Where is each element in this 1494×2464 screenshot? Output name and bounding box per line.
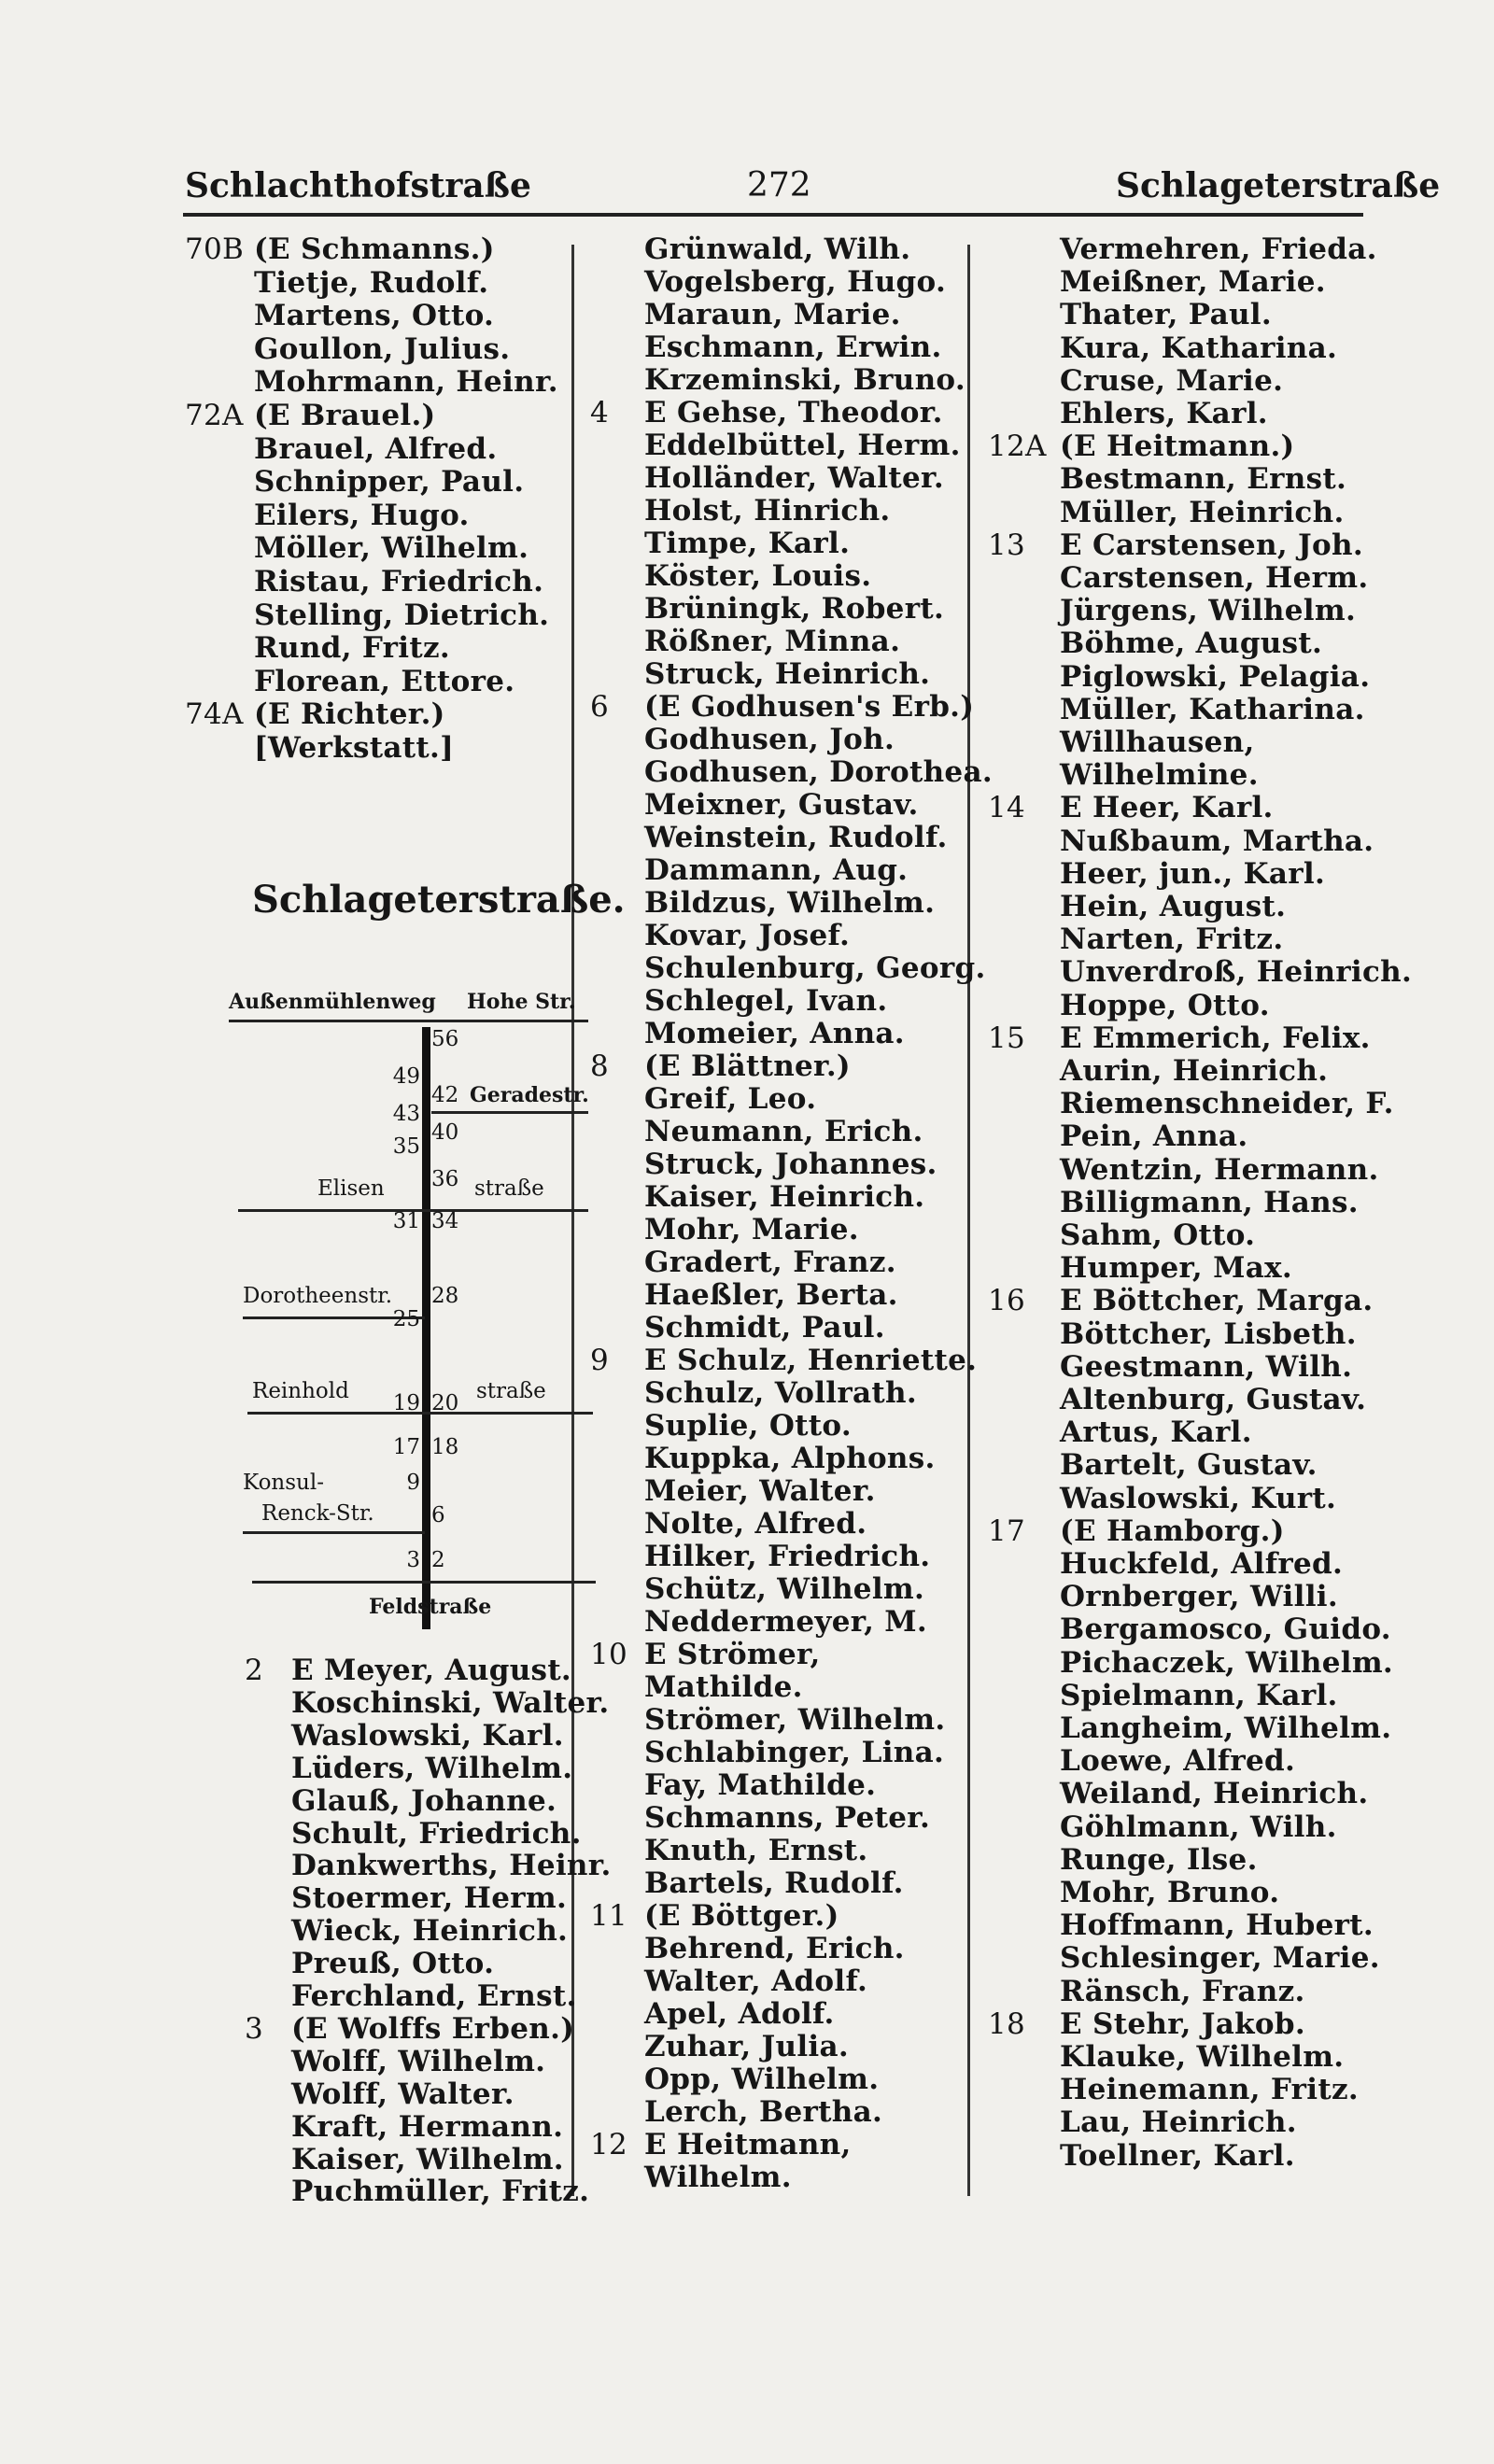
resident-entry: Toellner, Karl. (1060, 2138, 1295, 2173)
resident-entry: Billigmann, Hans. (1060, 1185, 1359, 1219)
house-number: 16 (988, 1284, 1026, 1318)
house-number: 12A (988, 429, 1047, 464)
map-label-hohe-str: Hohe Str. (467, 990, 576, 1014)
map-label-reinhold-strasse: straße (476, 1379, 546, 1403)
resident-entry: Thater, Paul. (1060, 298, 1272, 332)
map-line-konsul-renck-str (243, 1531, 425, 1534)
resident-entry: Bestmann, Ernst. (1060, 462, 1347, 497)
resident-entry: Ornberger, Willi. (1060, 1580, 1338, 1614)
resident-entry: Böhme, August. (1060, 627, 1323, 661)
map-label-renck-str: Renck-Str. (261, 1501, 374, 1526)
resident-entry: (E Wolffs Erben.) (291, 2011, 575, 2046)
map-number-right: 42 (431, 1083, 459, 1107)
resident-entry: E Carstensen, Joh. (1060, 528, 1363, 562)
house-number: 9 (590, 1344, 610, 1377)
resident-entry: Brüningk, Robert. (644, 592, 945, 626)
map-number-left: 31 (392, 1209, 420, 1233)
resident-entry: Wolff, Walter. (291, 2077, 514, 2111)
resident-entry: Godhusen, Joh. (644, 723, 895, 756)
map-label-dorotheenstr: Dorotheenstr. (243, 1284, 393, 1308)
resident-entry: Rößner, Minna. (644, 625, 901, 658)
resident-entry: (E Schmanns.) (254, 232, 495, 266)
resident-entry: Gradert, Franz. (644, 1246, 896, 1279)
house-number: 3 (245, 2011, 264, 2046)
resident-entry: Kovar, Josef. (644, 919, 851, 952)
resident-entry: Schlabinger, Lina. (644, 1736, 945, 1769)
resident-entry: Holländer, Walter. (644, 461, 944, 495)
resident-entry: Momeier, Anna. (644, 1017, 905, 1050)
resident-entry: Möller, Wilhelm. (254, 531, 529, 566)
map-number-left: 43 (392, 1102, 420, 1126)
resident-entry: Schult, Friedrich. (291, 1816, 582, 1851)
house-number: 2 (245, 1654, 264, 1687)
resident-entry: Kura, Katharina. (1060, 331, 1338, 365)
map-main-street (422, 1027, 430, 1629)
resident-entry: Eilers, Hugo. (254, 498, 470, 532)
resident-entry: E Heitmann, (644, 2128, 852, 2161)
resident-entry: Grünwald, Wilh. (644, 232, 911, 266)
house-number: 10 (590, 1638, 628, 1671)
resident-entry: Eschmann, Erwin. (644, 331, 942, 364)
map-label-feldstrasse: Feldstraße (369, 1595, 492, 1619)
resident-entry: Huckfeld, Alfred. (1060, 1547, 1344, 1581)
resident-entry: Opp, Wilhelm. (644, 2063, 880, 2096)
resident-entry: Ehlers, Karl. (1060, 397, 1268, 430)
resident-entry: Meißner, Marie. (1060, 265, 1326, 300)
map-number-right: 20 (431, 1391, 459, 1415)
resident-entry: Lerch, Bertha. (644, 2095, 883, 2129)
house-number: 17 (988, 1514, 1026, 1548)
resident-entry: Schmanns, Peter. (644, 1801, 931, 1835)
resident-entry: Schulz, Vollrath. (644, 1376, 917, 1410)
resident-entry: (E Heitmann.) (1060, 429, 1295, 464)
resident-entry: Göhlmann, Wilh. (1060, 1809, 1337, 1844)
map-number-left: 25 (392, 1307, 420, 1331)
map-label-konsul: Konsul- (243, 1471, 324, 1495)
resident-entry: Greif, Leo. (644, 1082, 817, 1116)
resident-entry: Glauß, Johanne. (291, 1783, 557, 1818)
resident-entry: Hoffmann, Hubert. (1060, 1908, 1374, 1943)
resident-entry: Knuth, Ernst. (644, 1834, 868, 1867)
resident-entry: Schulenburg, Georg. (644, 951, 986, 985)
resident-entry: Wentzin, Hermann. (1060, 1152, 1379, 1187)
resident-entry: Kaiser, Heinrich. (644, 1180, 925, 1214)
resident-entry: Haeßler, Berta. (644, 1278, 898, 1312)
resident-entry: Godhusen, Dorothea. (644, 755, 993, 789)
page-number: 272 (747, 166, 811, 204)
street-map (224, 980, 610, 1634)
resident-entry: Martens, Otto. (254, 299, 495, 333)
resident-entry: Mohrmann, Heinr. (254, 365, 558, 400)
resident-entry: E Gehse, Theodor. (644, 396, 943, 429)
map-number-right: 40 (431, 1120, 459, 1145)
resident-entry: (E Blättner.) (644, 1049, 851, 1083)
resident-entry: Carstensen, Herm. (1060, 561, 1369, 595)
resident-entry: Tietje, Rudolf. (254, 265, 489, 300)
resident-entry: (E Godhusen's Erb.) (644, 690, 975, 724)
resident-entry: Brauel, Alfred. (254, 431, 498, 466)
resident-entry: Hein, August. (1060, 890, 1287, 923)
resident-entry: Struck, Heinrich. (644, 657, 931, 691)
resident-entry: Bartels, Rudolf. (644, 1866, 904, 1900)
resident-entry: E Heer, Karl. (1060, 791, 1274, 825)
resident-entry: Aurin, Heinrich. (1060, 1054, 1329, 1088)
house-number: 14 (988, 791, 1026, 825)
resident-entry: Vermehren, Frieda. (1060, 232, 1377, 266)
resident-entry: Hilker, Friedrich. (644, 1540, 931, 1573)
resident-entry: Holst, Hinrich. (644, 494, 891, 528)
resident-entry: Runge, Ilse. (1060, 1842, 1258, 1877)
resident-entry: Waslowski, Kurt. (1060, 1481, 1337, 1515)
resident-entry: Ränsch, Franz. (1060, 1974, 1305, 2008)
resident-entry: Walter, Adolf. (644, 1964, 868, 1998)
resident-entry: Klauke, Wilhelm. (1060, 2040, 1345, 2074)
resident-entry: Timpe, Karl. (644, 527, 851, 560)
resident-entry: Heinemann, Fritz. (1060, 2073, 1359, 2107)
resident-entry: Pein, Anna. (1060, 1119, 1248, 1154)
resident-entry: Wolff, Wilhelm. (291, 2044, 546, 2078)
resident-entry: Suplie, Otto. (644, 1409, 852, 1443)
resident-entry: Kraft, Hermann. (291, 2109, 564, 2144)
map-number-right: 2 (431, 1548, 445, 1572)
resident-entry: Piglowski, Pelagia. (1060, 659, 1371, 694)
resident-entry: (E Hamborg.) (1060, 1514, 1285, 1548)
resident-entry: Geestmann, Wilh. (1060, 1349, 1353, 1384)
map-number-right: 18 (431, 1435, 459, 1459)
resident-entry: Willhausen, (1060, 725, 1255, 759)
map-number-right: 28 (431, 1284, 459, 1308)
resident-entry: Weiland, Heinrich. (1060, 1777, 1369, 1811)
resident-entry: Weinstein, Rudolf. (644, 821, 948, 854)
resident-entry: Kuppka, Alphons. (644, 1442, 936, 1475)
resident-entry: Schlesinger, Marie. (1060, 1941, 1380, 1976)
resident-entry: Rund, Fritz. (254, 631, 450, 666)
map-line-feldstrasse (252, 1581, 596, 1584)
resident-entry: Preuß, Otto. (291, 1947, 495, 1981)
resident-entry: Loewe, Alfred. (1060, 1744, 1296, 1779)
map-number-left: 17 (392, 1435, 420, 1459)
resident-entry: (E Brauel.) (254, 399, 436, 432)
resident-entry: E Stehr, Jakob. (1060, 2006, 1305, 2041)
resident-entry: Unverdroß, Heinrich. (1060, 955, 1413, 990)
resident-entry: Krzeminski, Bruno. (644, 363, 965, 397)
house-number: 74A (185, 697, 244, 732)
house-number: 18 (988, 2006, 1026, 2041)
resident-entry: Cruse, Marie. (1060, 363, 1284, 398)
resident-entry: [Werkstatt.] (254, 731, 455, 765)
resident-entry: E Emmerich, Felix. (1060, 1021, 1371, 1055)
resident-entry: Humper, Max. (1060, 1251, 1292, 1286)
house-number: 11 (590, 1899, 628, 1933)
map-label-reinhold: Reinhold (252, 1379, 349, 1403)
resident-entry: Bildzus, Wilhelm. (644, 886, 936, 920)
resident-entry: Florean, Ettore. (254, 664, 515, 698)
map-label-elisen-strasse: straße (474, 1176, 544, 1201)
resident-entry: Apel, Adolf. (644, 1997, 835, 2031)
map-number-right: 34 (431, 1209, 459, 1233)
resident-entry: Stoermer, Herm. (291, 1881, 568, 1916)
map-number-left: 9 (406, 1471, 420, 1495)
resident-entry: Mathilde. (644, 1670, 803, 1704)
resident-entry: Ferchland, Ernst. (291, 1979, 577, 2013)
resident-entry: Meixner, Gustav. (644, 788, 919, 822)
resident-entry: Narten, Fritz. (1060, 922, 1284, 957)
resident-entry: Müller, Heinrich. (1060, 495, 1345, 529)
resident-entry: Struck, Johannes. (644, 1148, 937, 1181)
map-number-right: 56 (431, 1027, 459, 1051)
resident-entry: Dammann, Aug. (644, 853, 909, 887)
resident-entry: Behrend, Erich. (644, 1932, 905, 1965)
house-number: 72A (185, 399, 244, 432)
resident-entry: (E Böttger.) (644, 1899, 839, 1933)
resident-entry: Bergamosco, Guido. (1060, 1612, 1391, 1647)
resident-entry: Altenburg, Gustav. (1060, 1383, 1367, 1416)
resident-entry: Dankwerths, Heinr. (291, 1849, 612, 1883)
resident-entry: Goullon, Julius. (254, 331, 511, 366)
house-number: 8 (590, 1049, 610, 1083)
resident-entry: Ristau, Friedrich. (254, 565, 544, 598)
resident-entry: Puchmüller, Fritz. (291, 2175, 590, 2209)
resident-entry: Neddermeyer, M. (644, 1605, 927, 1639)
house-number: 70B (185, 232, 245, 266)
resident-entry: E Meyer, August. (291, 1654, 572, 1687)
map-number-right: 36 (431, 1167, 459, 1191)
resident-entry: Wilhelmine. (1060, 758, 1259, 793)
map-label-geradestr: Geradestr. (470, 1083, 589, 1107)
house-number: 6 (590, 690, 610, 724)
map-top-line (229, 1020, 588, 1022)
resident-entry: Spielmann, Karl. (1060, 1678, 1338, 1712)
resident-entry: Sahm, Otto. (1060, 1218, 1256, 1252)
house-number: 4 (590, 396, 610, 429)
resident-entry: Stelling, Dietrich. (254, 598, 550, 632)
map-line-geradestr (431, 1111, 588, 1114)
resident-entry: Schnipper, Paul. (254, 465, 525, 500)
resident-entry: E Böttcher, Marga. (1060, 1284, 1374, 1318)
resident-entry: Koschinski, Walter. (291, 1685, 610, 1720)
map-label-elisen: Elisen (317, 1176, 385, 1201)
resident-entry: E Strömer, (644, 1638, 821, 1671)
resident-entry: Maraun, Marie. (644, 298, 901, 331)
resident-entry: Langheim, Wilhelm. (1060, 1711, 1392, 1745)
resident-entry: Meier, Walter. (644, 1474, 876, 1508)
resident-entry: Zuhar, Julia. (644, 2030, 849, 2063)
resident-entry: Schütz, Wilhelm. (644, 1572, 925, 1606)
resident-entry: E Schulz, Henriette. (644, 1344, 978, 1377)
resident-entry: Kaiser, Wilhelm. (291, 2142, 564, 2176)
header-left-street: Schlachthofstraße (185, 166, 531, 205)
resident-entry: Waslowski, Karl. (291, 1718, 564, 1753)
house-number: 13 (988, 528, 1026, 562)
resident-entry: (E Richter.) (254, 697, 445, 732)
resident-entry: Köster, Louis. (644, 559, 872, 593)
map-number-left: 49 (392, 1064, 420, 1089)
resident-entry: Wilhelm. (644, 2161, 792, 2194)
resident-entry: Böttcher, Lisbeth. (1060, 1316, 1357, 1351)
resident-entry: Nolte, Alfred. (644, 1507, 867, 1541)
resident-entry: Fay, Mathilde. (644, 1768, 877, 1802)
resident-entry: Pichaczek, Wilhelm. (1060, 1645, 1394, 1680)
map-number-left: 35 (392, 1134, 420, 1159)
resident-entry: Lüders, Wilhelm. (291, 1751, 573, 1785)
map-number-left: 19 (392, 1391, 420, 1415)
map-line-reinholdstrasse (247, 1412, 593, 1415)
resident-entry: Mohr, Bruno. (1060, 1876, 1280, 1909)
resident-entry: Strömer, Wilhelm. (644, 1703, 946, 1737)
resident-entry: Mohr, Marie. (644, 1213, 859, 1246)
resident-entry: Lau, Heinrich. (1060, 2105, 1297, 2140)
resident-entry: Nußbaum, Martha. (1060, 824, 1374, 858)
map-label-aussenmuehlenweg: Außenmühlenweg (229, 990, 436, 1014)
resident-entry: Schlegel, Ivan. (644, 984, 888, 1018)
resident-entry: Wieck, Heinrich. (291, 1914, 569, 1949)
house-number: 15 (988, 1021, 1026, 1055)
section-title: Schlageterstraße. (252, 878, 626, 922)
resident-entry: Heer, jun., Karl. (1060, 856, 1326, 891)
resident-entry: Riemenschneider, F. (1060, 1087, 1394, 1121)
header-rule (183, 213, 1363, 217)
map-number-right: 6 (431, 1503, 445, 1528)
resident-entry: Jürgens, Wilhelm. (1060, 594, 1357, 628)
resident-entry: Eddelbüttel, Herm. (644, 429, 961, 462)
resident-entry: Neumann, Erich. (644, 1115, 923, 1148)
resident-entry: Artus, Karl. (1060, 1415, 1252, 1450)
column-divider-2 (967, 245, 970, 2196)
resident-entry: Müller, Katharina. (1060, 692, 1365, 726)
header-right-street: Schlageterstraße (1116, 166, 1441, 205)
resident-entry: Vogelsberg, Hugo. (644, 265, 947, 299)
resident-entry: Hoppe, Otto. (1060, 988, 1270, 1022)
house-number: 12 (590, 2128, 628, 2161)
resident-entry: Schmidt, Paul. (644, 1311, 885, 1345)
map-number-left: 3 (406, 1548, 420, 1572)
resident-entry: Bartelt, Gustav. (1060, 1448, 1318, 1483)
